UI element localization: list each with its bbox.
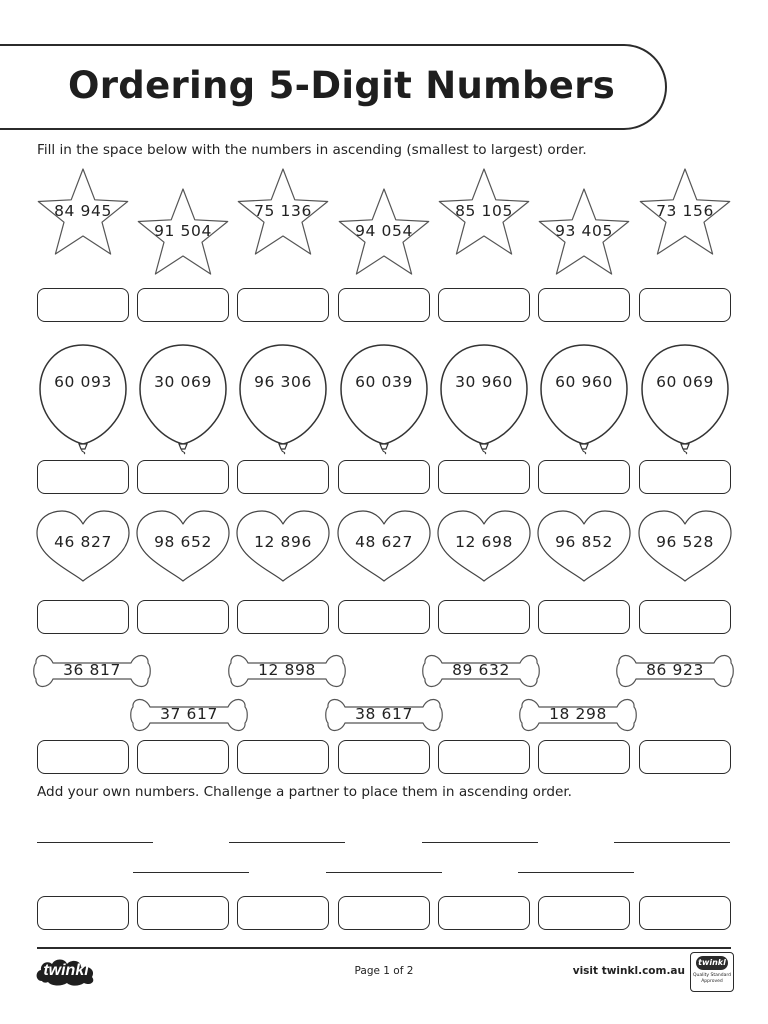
balloon-icon	[35, 340, 131, 456]
heart-number: 96 528	[656, 533, 714, 551]
star-number: 73 156	[656, 202, 714, 220]
balloon-number: 60 069	[656, 373, 714, 391]
heart-number: 46 827	[54, 533, 112, 551]
star-number: 91 504	[154, 222, 212, 240]
heart	[435, 509, 533, 585]
number-write-line[interactable]	[133, 872, 249, 873]
balloon	[336, 340, 432, 456]
star	[436, 171, 532, 257]
bone-answer-box[interactable]	[237, 740, 329, 774]
balloon	[637, 340, 733, 456]
heart-answer-box[interactable]	[237, 600, 329, 634]
star-answer-box[interactable]	[639, 288, 731, 322]
star-number: 84 945	[54, 202, 112, 220]
number-write-line[interactable]	[518, 872, 634, 873]
balloon-number: 96 306	[254, 373, 312, 391]
bone-answer-box[interactable]	[37, 740, 129, 774]
balloon-answer-box[interactable]	[438, 460, 530, 494]
star	[235, 171, 331, 257]
bone-number: 37 617	[160, 705, 218, 723]
star-answer-box[interactable]	[137, 288, 229, 322]
star-number: 94 054	[355, 222, 413, 240]
bone	[228, 650, 346, 692]
challenge-instructions: Add your own numbers. Challenge a partner to place them in ascending order.	[37, 784, 572, 800]
star-answer-box[interactable]	[37, 288, 129, 322]
star-answer-box[interactable]	[237, 288, 329, 322]
badge-text: Quality Standard Approved	[693, 973, 731, 984]
bone	[616, 650, 734, 692]
heart	[134, 509, 232, 585]
bone	[519, 694, 637, 736]
balloon	[436, 340, 532, 456]
number-write-line[interactable]	[614, 842, 730, 843]
heart-number: 12 896	[254, 533, 312, 551]
number-write-line[interactable]	[326, 872, 442, 873]
bone-number: 89 632	[452, 661, 510, 679]
balloon-number: 30 069	[154, 373, 212, 391]
heart	[335, 509, 433, 585]
heart-answer-box[interactable]	[438, 600, 530, 634]
heart	[535, 509, 633, 585]
number-write-line[interactable]	[422, 842, 538, 843]
balloon-answer-box[interactable]	[137, 460, 229, 494]
star	[637, 171, 733, 257]
challenge-answer-box[interactable]	[438, 896, 530, 930]
heart-number: 98 652	[154, 533, 212, 551]
bone-answer-box[interactable]	[538, 740, 630, 774]
bone-number: 36 817	[63, 661, 121, 679]
balloon-icon	[336, 340, 432, 456]
page-title: Ordering 5-Digit Numbers	[68, 64, 616, 107]
website-link[interactable]: visit twinkl.com.au	[572, 965, 685, 977]
challenge-answer-box[interactable]	[639, 896, 731, 930]
challenge-answer-box[interactable]	[137, 896, 229, 930]
heart-answer-box[interactable]	[338, 600, 430, 634]
balloon	[235, 340, 331, 456]
quality-badge	[690, 952, 734, 992]
heart-number: 48 627	[355, 533, 413, 551]
heart-answer-box[interactable]	[538, 600, 630, 634]
star-number: 93 405	[555, 222, 613, 240]
balloon	[35, 340, 131, 456]
bone	[130, 694, 248, 736]
challenge-answer-box[interactable]	[37, 896, 129, 930]
heart-number: 96 852	[555, 533, 613, 551]
star-answer-box[interactable]	[538, 288, 630, 322]
challenge-answer-box[interactable]	[338, 896, 430, 930]
number-write-line[interactable]	[37, 842, 153, 843]
star	[135, 191, 231, 277]
footer-divider	[37, 947, 731, 949]
balloon-answer-box[interactable]	[338, 460, 430, 494]
star	[336, 191, 432, 277]
star-answer-box[interactable]	[438, 288, 530, 322]
star	[536, 191, 632, 277]
bone	[325, 694, 443, 736]
balloon	[135, 340, 231, 456]
balloon	[536, 340, 632, 456]
bone-number: 12 898	[258, 661, 316, 679]
heart-answer-box[interactable]	[137, 600, 229, 634]
balloon-icon	[637, 340, 733, 456]
bone-number: 86 923	[646, 661, 704, 679]
star	[35, 171, 131, 257]
badge-logo: twinkl	[696, 956, 728, 970]
heart-answer-box[interactable]	[37, 600, 129, 634]
balloon-number: 60 039	[355, 373, 413, 391]
instructions: Fill in the space below with the numbers in ascending (smallest to largest) order.	[37, 142, 587, 158]
challenge-answer-box[interactable]	[237, 896, 329, 930]
balloon-icon	[235, 340, 331, 456]
balloon-answer-box[interactable]	[37, 460, 129, 494]
bone-answer-box[interactable]	[137, 740, 229, 774]
heart	[636, 509, 734, 585]
balloon-answer-box[interactable]	[639, 460, 731, 494]
balloon-number: 60 093	[54, 373, 112, 391]
heart	[34, 509, 132, 585]
challenge-answer-box[interactable]	[538, 896, 630, 930]
balloon-icon	[436, 340, 532, 456]
page-number: Page 1 of 2	[354, 965, 414, 977]
bone-answer-box[interactable]	[338, 740, 430, 774]
star-number: 85 105	[455, 202, 513, 220]
balloon-answer-box[interactable]	[538, 460, 630, 494]
balloon-number: 30 960	[455, 373, 513, 391]
bone-answer-box[interactable]	[438, 740, 530, 774]
balloon-icon	[536, 340, 632, 456]
bone-number: 18 298	[549, 705, 607, 723]
bone	[33, 650, 151, 692]
heart-answer-box[interactable]	[639, 600, 731, 634]
balloon-number: 60 960	[555, 373, 613, 391]
heart	[234, 509, 332, 585]
bone-number: 38 617	[355, 705, 413, 723]
star-number: 75 136	[254, 202, 312, 220]
number-write-line[interactable]	[229, 842, 345, 843]
balloon-answer-box[interactable]	[237, 460, 329, 494]
heart-number: 12 698	[455, 533, 513, 551]
balloon-icon	[135, 340, 231, 456]
star-answer-box[interactable]	[338, 288, 430, 322]
bone	[422, 650, 540, 692]
bone-answer-box[interactable]	[639, 740, 731, 774]
logo-text: twinkl	[43, 962, 89, 979]
